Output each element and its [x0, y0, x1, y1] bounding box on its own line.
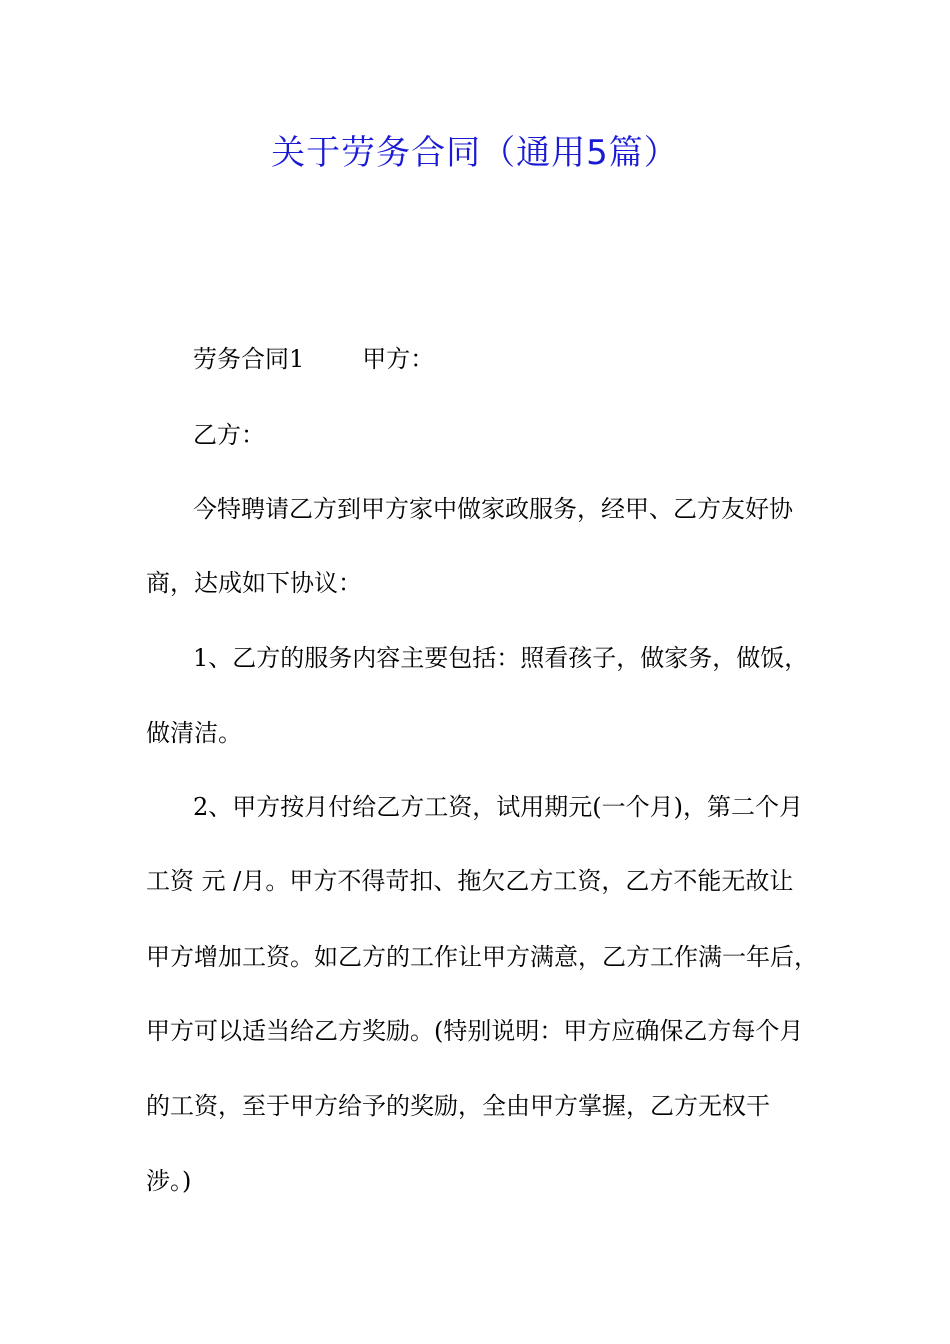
- paragraph-line-2: 商，达成如下协议：: [146, 569, 362, 597]
- paragraph-line-4: 做清洁。: [146, 719, 242, 747]
- party-b-label: 乙方：: [193, 421, 265, 449]
- paragraph-line-3: 1、乙方的服务内容主要包括：照看孩子，做家务，做饭，: [193, 644, 809, 672]
- paragraph-line-9: 的工资，至于甲方给予的奖励，全由甲方掌握，乙方无权干: [146, 1092, 770, 1120]
- paragraph-line-1: 今特聘请乙方到甲方家中做家政服务，经甲、乙方友好协: [193, 495, 793, 523]
- paragraph-line-10: 涉。): [146, 1167, 192, 1195]
- paragraph-line-6: 工资 元 /月。甲方不得苛扣、拖欠乙方工资，乙方不能无故让: [146, 867, 794, 895]
- contract-number: 劳务合同1: [193, 345, 305, 373]
- paragraph-line-7: 甲方增加工资。如乙方的工作让甲方满意，乙方工作满一年后，: [146, 943, 818, 971]
- document-title: 关于劳务合同（通用5篇）: [271, 133, 679, 173]
- party-a-label: 甲方：: [362, 345, 435, 373]
- contract-heading-line: [193, 342, 434, 376]
- paragraph-line-5: 2、甲方按月付给乙方工资，试用期元(一个月)，第二个月: [193, 793, 803, 821]
- paragraph-line-8: 甲方可以适当给乙方奖励。(特别说明：甲方应确保乙方每个月: [146, 1017, 804, 1045]
